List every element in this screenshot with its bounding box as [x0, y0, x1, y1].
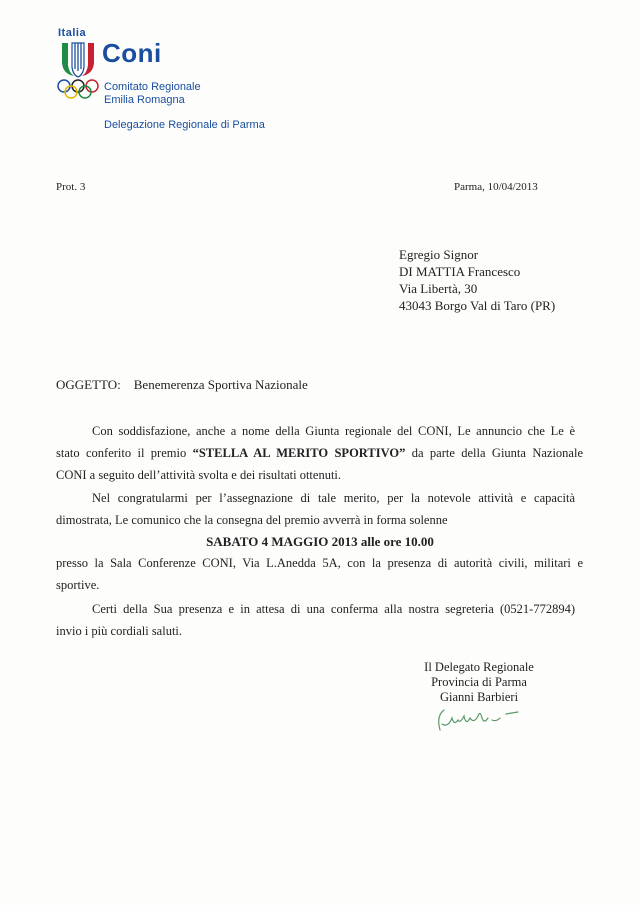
body-text: stato conferito il premio — [56, 446, 193, 460]
logo-coni-text: Coni — [102, 38, 162, 68]
logo-italia-text: Italia — [58, 27, 87, 39]
body-paragraph-1-line-2 — [56, 446, 583, 461]
subject-label: OGGETTO: — [56, 377, 121, 392]
subject-text: Benemerenza Sportiva Nazionale — [133, 377, 308, 392]
olympic-rings-icon — [56, 78, 100, 100]
event-date-line: SABATO 4 MAGGIO 2013 alle ore 10.00 — [206, 534, 434, 549]
signer-name: Gianni Barbieri — [439, 690, 519, 704]
body-paragraph-4-line-1: Certi della Sua presenza e in attesa di una conferma alla nostra segreteria (0521-772894) — [92, 602, 575, 616]
body-paragraph-1-line-3: CONI a seguito dell’attività svolta e dei risultati ottenuti. — [56, 468, 342, 482]
place-date: Parma, 10/04/2013 — [454, 181, 538, 193]
body-paragraph-4-line-2: invio i più cordiali saluti. — [56, 624, 183, 638]
body-paragraph-2-line-2: dimostrata, Le comunico che la consegna del premio avverrà in forma solenne — [56, 513, 448, 527]
signer-title: Il Delegato Regionale — [424, 660, 534, 674]
subject-line — [56, 377, 308, 393]
organization-name — [104, 81, 201, 107]
delegation-name: Delegazione Regionale di Parma — [104, 119, 265, 131]
organization-line-1: Comitato Regionale — [104, 81, 201, 93]
recipient-city: 43043 Borgo Val di Taro (PR) — [399, 298, 556, 313]
signer-province: Provincia di Parma — [431, 675, 527, 689]
recipient-salutation: Egregio Signor — [399, 247, 479, 262]
protocol-number: Prot. 3 — [56, 181, 86, 193]
recipient-street: Via Libertà, 30 — [399, 281, 478, 296]
body-paragraph-2-line-1: Nel congratularmi per l’assegnazione di tale merito, per la notevole attività e capacità — [92, 491, 575, 505]
body-paragraph-3-line-2: sportive. — [56, 578, 100, 592]
body-paragraph-3-line-1: presso la Sala Conferenze CONI, Via L.Anedda 5A, con la presenza di autorità civili, militari e — [56, 556, 583, 570]
handwritten-signature-icon — [426, 700, 526, 740]
coni-flag-logo-icon — [58, 41, 98, 79]
body-paragraph-1-line-1: Con soddisfazione, anche a nome della Giunta regionale del CONI, Le annuncio che Le è — [92, 424, 575, 438]
body-text: da parte della Giunta Nazionale — [405, 446, 584, 460]
recipient-name: DI MATTIA Francesco — [399, 264, 521, 279]
organization-line-2: Emilia Romagna — [104, 94, 185, 106]
signature-block — [404, 660, 554, 705]
recipient-address — [399, 246, 555, 314]
award-name: “STELLA AL MERITO SPORTIVO” — [192, 446, 406, 460]
